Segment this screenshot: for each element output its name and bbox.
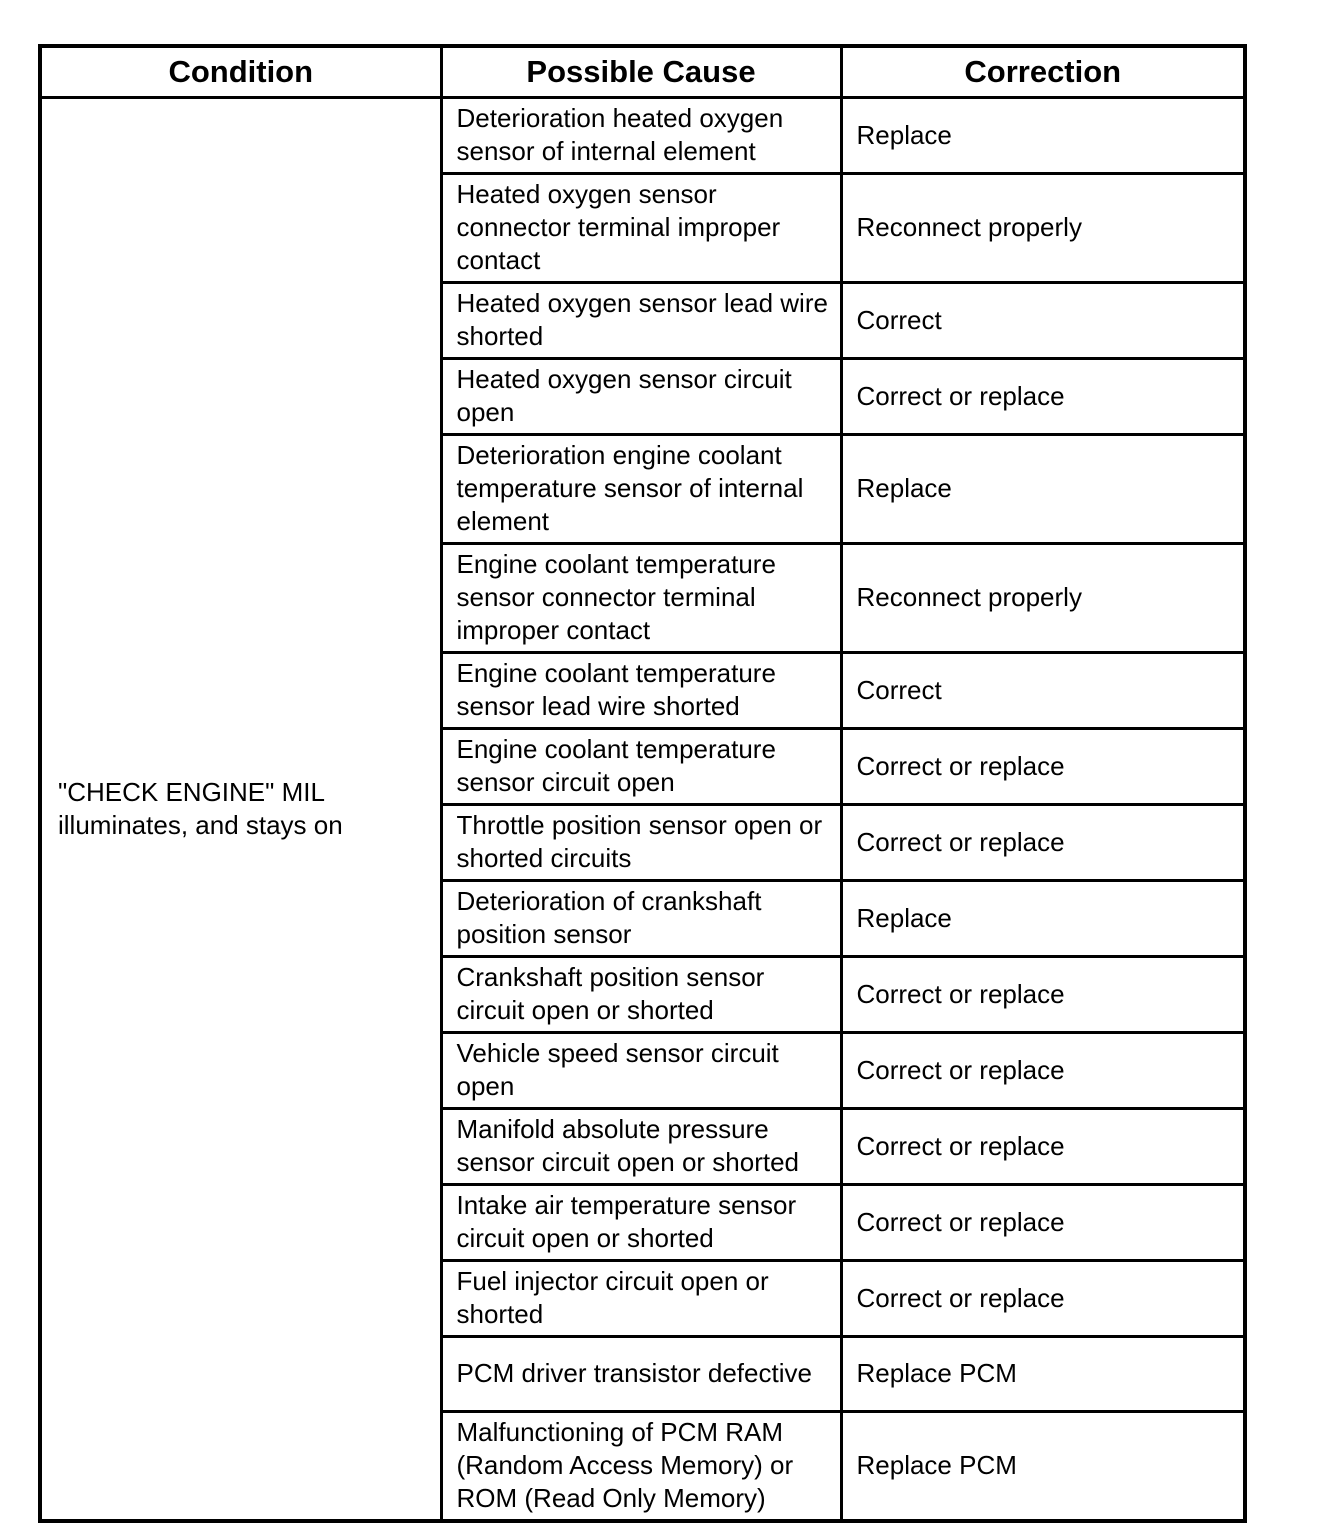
cause-cell: Engine coolant temperature sensor lead wire shorted — [441, 652, 841, 728]
cause-cell: Heated oxygen sensor circuit open — [441, 358, 841, 434]
correction-cell: Correct or replace — [841, 1032, 1245, 1108]
correction-cell: Correct or replace — [841, 1260, 1245, 1336]
cause-cell: Heated oxygen sensor connector terminal improper contact — [441, 173, 841, 282]
cause-cell: Throttle position sensor open or shorted circuits — [441, 804, 841, 880]
cause-cell: Deterioration of crankshaft position sensor — [441, 880, 841, 956]
cause-cell: Fuel injector circuit open or shorted — [441, 1260, 841, 1336]
cause-cell: Engine coolant temperature sensor connector terminal improper contact — [441, 543, 841, 652]
correction-cell: Reconnect properly — [841, 173, 1245, 282]
header-possible-cause: Possible Cause — [441, 46, 841, 97]
cause-cell: Deterioration heated oxygen sensor of internal element — [441, 97, 841, 173]
correction-cell: Replace PCM — [841, 1336, 1245, 1411]
correction-cell: Replace — [841, 880, 1245, 956]
correction-cell: Replace — [841, 97, 1245, 173]
condition-cell: "CHECK ENGINE" MIL illuminates, and stays on — [40, 97, 441, 1521]
cause-cell: Crankshaft position sensor circuit open or shorted — [441, 956, 841, 1032]
cause-cell: Malfunctioning of PCM RAM (Random Access Memory) or ROM (Read Only Memory) — [441, 1411, 841, 1521]
cause-cell: Intake air temperature sensor circuit open or shorted — [441, 1184, 841, 1260]
correction-cell: Correct or replace — [841, 1184, 1245, 1260]
diagnosis-table — [38, 44, 1247, 1523]
correction-cell: Reconnect properly — [841, 543, 1245, 652]
header-correction: Correction — [841, 46, 1245, 97]
correction-cell: Replace PCM — [841, 1411, 1245, 1521]
cause-cell: Heated oxygen sensor lead wire shorted — [441, 282, 841, 358]
correction-cell: Correct — [841, 652, 1245, 728]
correction-cell: Correct — [841, 282, 1245, 358]
cause-cell: Manifold absolute pressure sensor circuit open or shorted — [441, 1108, 841, 1184]
table-header — [40, 46, 1245, 97]
correction-cell: Correct or replace — [841, 728, 1245, 804]
correction-cell: Replace — [841, 434, 1245, 543]
cause-cell: PCM driver transistor defective — [441, 1336, 841, 1411]
correction-cell: Correct or replace — [841, 956, 1245, 1032]
table-row — [40, 97, 1245, 173]
cause-cell: Vehicle speed sensor circuit open — [441, 1032, 841, 1108]
header-condition: Condition — [40, 46, 441, 97]
cause-cell: Engine coolant temperature sensor circuit open — [441, 728, 841, 804]
header-row — [40, 46, 1245, 97]
correction-cell: Correct or replace — [841, 358, 1245, 434]
correction-cell: Correct or replace — [841, 1108, 1245, 1184]
correction-cell: Correct or replace — [841, 804, 1245, 880]
cause-cell: Deterioration engine coolant temperature sensor of internal element — [441, 434, 841, 543]
table-body — [40, 97, 1245, 1521]
